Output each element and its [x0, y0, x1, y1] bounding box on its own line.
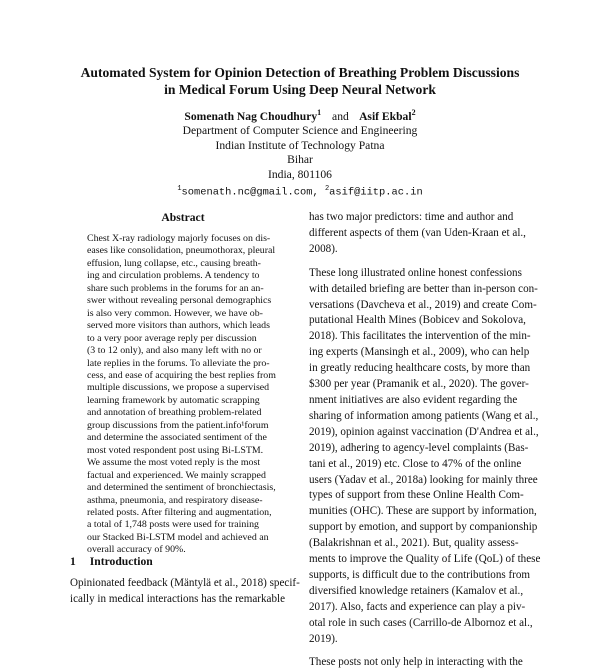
body-line: ing experts (Mansingh et al., 2009), who can help	[309, 346, 530, 359]
abstract-line: multiple discussions, we propose a supervised	[87, 382, 270, 394]
abstract-line: cess, and ease of acquiring the best replies from	[87, 369, 276, 381]
body-line: different aspects of them (van Uden-Kraan et al.,	[309, 226, 526, 239]
abstract-line: We assume the most voted reply is the most	[87, 457, 261, 469]
author-1-sup: 1	[317, 108, 322, 117]
abstract-line: related posts. After filtering and augmentation,	[87, 506, 272, 518]
abstract-line: ing and circulation problems. A tendency to	[87, 270, 260, 282]
abstract-line: to a very poor average reply per discussion	[87, 332, 257, 344]
author-conjunction: and	[332, 109, 349, 123]
abstract-heading: Abstract	[161, 211, 205, 224]
body-line: munities (OHC). These are support by information,	[309, 505, 537, 518]
paragraph-gap	[309, 647, 537, 655]
abstract-line: our Stacked Bi-LSTM model and achieved an	[87, 531, 269, 543]
email-2: asif@iitp.ac.in	[329, 186, 423, 199]
affiliation-line: Indian Institute of Technology Patna	[215, 138, 385, 152]
paper-title	[40, 64, 560, 98]
author-emails	[100, 182, 500, 200]
abstract-line: effusion, lung collapse, etc., causing breath-	[87, 257, 261, 269]
title-line: in Medical Forum Using Deep Neural Network	[164, 82, 436, 97]
abstract-line: and annotation of breathing problem-related	[87, 407, 262, 419]
body-line: tani et al., 2019) etc. Close to 47% of the online	[309, 457, 522, 470]
intro-line: Opinionated feedback (Mäntylä et al., 2018) specif-	[70, 577, 300, 589]
email-1: somenath.nc@gmail.com,	[181, 186, 319, 199]
abstract-line: share such problems in the forums for an an-	[87, 282, 264, 294]
author-block	[100, 106, 500, 200]
abstract-line: a total of 1,748 posts were used for training	[87, 519, 259, 531]
body-line: 2008).	[309, 242, 338, 255]
intro-line: ically in medical interactions has the remarkable	[70, 592, 286, 605]
body-line: sharing of information among patients (Wang et al.,	[309, 409, 539, 422]
title-line: Automated System for Opinion Detection of Breathing Problem Discussions	[80, 65, 520, 80]
body-line: 2017). Also, facts and experience can play a piv-	[309, 600, 526, 613]
abstract-line: late replies in the forums. To alleviate the pro-	[87, 357, 270, 369]
body-line: otal role in such cases (Carrillo-de Albornoz et al.,	[309, 616, 533, 629]
abstract-line: group discussions from the patient.info¹forum	[87, 419, 269, 431]
body-line: 2019), opinion against vaccination (D'Andrea et al.,	[309, 425, 539, 438]
paragraph-gap	[309, 258, 537, 266]
body-line: (Balakrishnan et al., 2021). But, quality assess-	[309, 537, 519, 550]
affiliation-line: India, 801106	[268, 167, 332, 181]
section-number: 1	[70, 555, 76, 568]
right-column	[309, 210, 541, 671]
abstract-line: served more visitors than authors, which leads	[87, 320, 270, 332]
abstract-line: swer without revealing personal demographics	[87, 295, 272, 307]
affiliation-line: Bihar	[287, 153, 313, 167]
abstract-line: eases like consolidation, pneumothorax, pleural	[87, 245, 276, 257]
abstract-line: is also very common. However, we have ob-	[87, 307, 263, 319]
abstract-line: Chest X-ray radiology majorly focuses on dis-	[87, 233, 271, 244]
email-1-sup: 1	[177, 185, 182, 194]
section-title: Introduction	[89, 555, 153, 568]
body-line: support by emotion, and support by companionship	[309, 521, 538, 534]
body-line: users (Yadav et al., 2018a) looking for mainly three	[309, 473, 538, 486]
affiliation-line: Department of Computer Science and Engineering	[182, 124, 418, 138]
body-line: supports, is difficult due to the contributions from	[309, 568, 531, 581]
body-line: putational Health Mines (Bobicev and Sokolova,	[309, 314, 526, 327]
abstract-line: (3 to 12 only), and also many left with no or	[87, 345, 262, 357]
abstract-line: and determined the sentiment of bronchiectasis,	[87, 482, 276, 494]
body-line: versations (Davcheva et al., 2019) and create Com-	[309, 298, 537, 311]
abstract-line: and determine the associated sentiment of the	[87, 432, 267, 444]
abstract-line: learning framework by automatic scrapping	[87, 394, 260, 406]
body-line: These long illustrated online honest confessions	[309, 266, 522, 279]
section-heading-introduction	[70, 555, 153, 568]
introduction-body	[70, 576, 300, 608]
body-line: in greatly reducing healthcare costs, by more than	[309, 362, 531, 375]
email-2-sup: 2	[324, 185, 330, 194]
abstract-line: asthma, pneumonia, and respiratory disease-	[87, 494, 263, 506]
author-names	[100, 106, 500, 124]
author-2: Asif Ekbal	[359, 109, 412, 123]
author-1: Somenath Nag Choudhury	[184, 109, 318, 123]
body-line: $300 per year (Pramanik et al., 2020). The gover-	[309, 378, 529, 391]
body-line: nment initiatives are also evident regarding the	[309, 393, 518, 406]
body-line: diversified knowledge retainers (Kamalov et al.,	[309, 584, 524, 597]
body-line: These posts not only help in interacting with the	[309, 656, 523, 669]
body-line: 2019), adhering to agency-level complaints (Bas-	[309, 441, 529, 454]
body-line: ments to improve the Quality of Life (QoL) of these	[309, 553, 541, 566]
body-line: 2019).	[309, 632, 338, 645]
body-line: with detailed briefing are better than in-person con-	[309, 282, 538, 295]
abstract-body	[87, 233, 279, 557]
body-line: 2018). This facilitates the intervention of the min-	[309, 330, 531, 343]
abstract-line: factual and experienced. We mainly scrapped	[87, 469, 266, 481]
body-line: types of support from these Online Health Com-	[309, 489, 524, 502]
abstract-line: overall accuracy of 90%.	[87, 544, 186, 556]
body-line: has two major predictors: time and author and	[309, 211, 514, 223]
abstract-line: most voted respondent post using Bi-LSTM.	[87, 444, 264, 456]
author-2-sup: 2	[411, 108, 416, 117]
